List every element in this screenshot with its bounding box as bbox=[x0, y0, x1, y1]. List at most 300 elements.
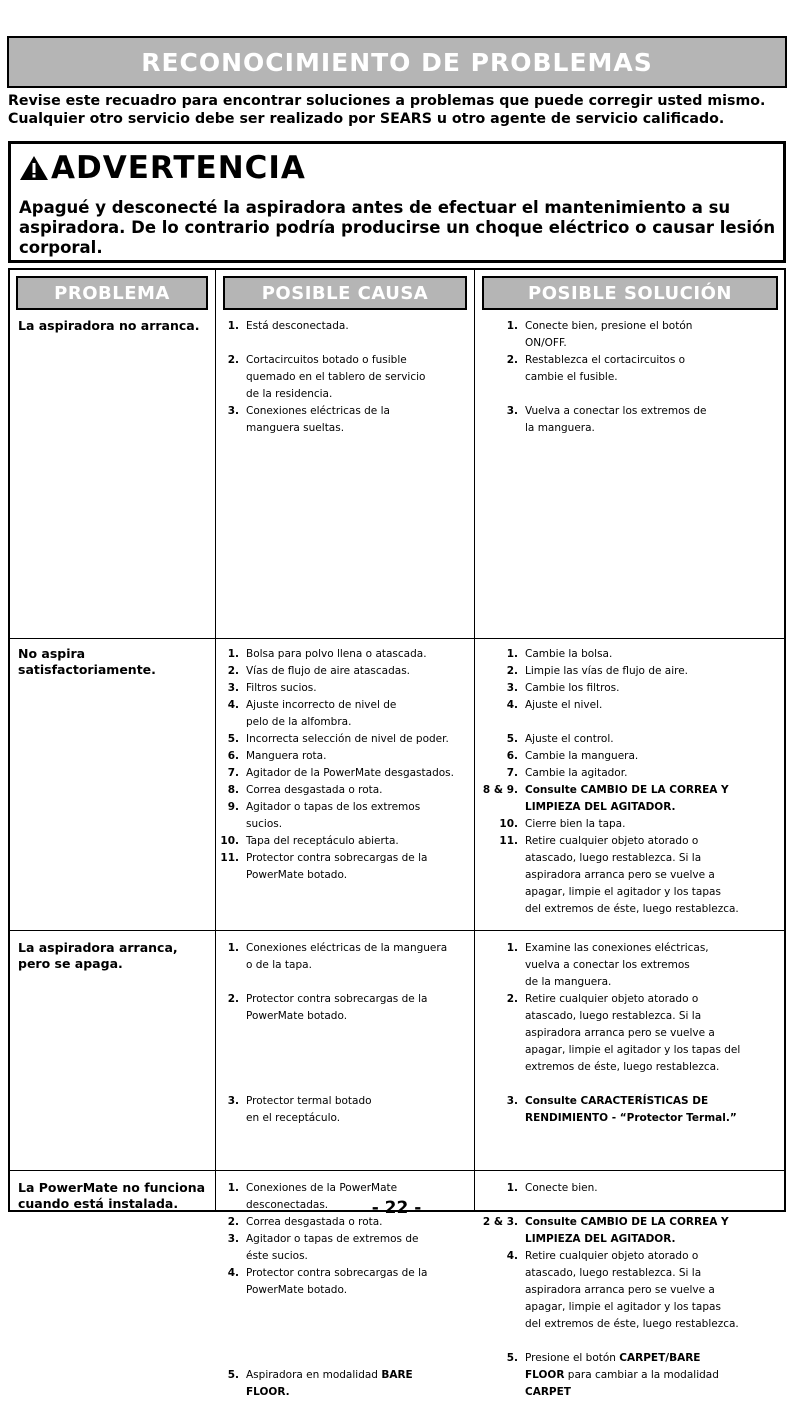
solution-item-text: CARPET bbox=[525, 1386, 571, 1398]
cause-item bbox=[219, 352, 474, 403]
solution-item-number: 6. bbox=[506, 750, 518, 762]
solution-item-line bbox=[478, 940, 778, 957]
problem-column-header bbox=[16, 276, 208, 310]
cause-item bbox=[219, 1367, 474, 1401]
cause-item-line bbox=[219, 663, 474, 680]
cause-column-header bbox=[223, 276, 467, 310]
solution-item-line bbox=[478, 1231, 778, 1248]
cause-item bbox=[219, 663, 474, 680]
solution-item-line bbox=[478, 352, 778, 369]
solution-item-number: 3. bbox=[506, 405, 518, 417]
solution-item-number bbox=[478, 1299, 518, 1316]
solution-item-text: LIMPIEZA DEL AGITADOR. bbox=[525, 801, 676, 813]
column-divider bbox=[215, 270, 216, 1210]
solution-item-number bbox=[478, 1282, 518, 1299]
solution-item-text: de la manguera. bbox=[525, 976, 612, 988]
problem-line: pero se apaga. bbox=[18, 956, 123, 971]
solution-item-line bbox=[478, 731, 778, 748]
solution-item bbox=[478, 1093, 778, 1127]
warning-title: ADVERTENCIA bbox=[51, 150, 306, 186]
cause-item-line bbox=[219, 799, 474, 816]
solution-item bbox=[478, 782, 778, 816]
cause-item-line bbox=[219, 816, 474, 833]
solution-item-line bbox=[478, 991, 778, 1008]
solution-item-line bbox=[478, 957, 778, 974]
problem-header-label: PROBLEMA bbox=[54, 282, 170, 304]
solution-item-number: 2. bbox=[506, 665, 518, 677]
solution-item-line bbox=[478, 318, 778, 335]
cause-item bbox=[219, 318, 474, 335]
solution-item-number: 10. bbox=[499, 818, 518, 830]
cause-item-text: Protector termal botado bbox=[246, 1095, 372, 1107]
cause-item-line bbox=[219, 850, 474, 867]
solution-item-number: 4. bbox=[506, 1250, 518, 1262]
solution-item-text: Retire cualquier objeto atorado o bbox=[525, 835, 699, 847]
warning-box bbox=[8, 141, 786, 263]
solution-item-number bbox=[478, 1042, 518, 1059]
page-number: - 22 - bbox=[371, 1198, 422, 1218]
solution-item-text: Consulte CAMBIO DE LA CORREA Y bbox=[525, 784, 729, 796]
cause-item-number: 4. bbox=[227, 699, 239, 711]
solution-item-number bbox=[478, 1025, 518, 1042]
cause-item-number bbox=[219, 1110, 239, 1127]
problem-line: satisfactoriamente. bbox=[18, 662, 156, 677]
cause-item-line bbox=[219, 940, 474, 957]
cause-item-number: 2. bbox=[227, 354, 239, 366]
solution-item-text: cambie el fusible. bbox=[525, 371, 618, 383]
solution-item-number bbox=[478, 867, 518, 884]
solution-item-number bbox=[478, 1059, 518, 1076]
solution-item bbox=[478, 991, 778, 1076]
solution-item-line bbox=[478, 1299, 778, 1316]
cause-item-text: PowerMate botado. bbox=[246, 1284, 348, 1296]
problem-line: cuando está instalada. bbox=[18, 1196, 179, 1211]
problem-line: La PowerMate no funciona bbox=[18, 1180, 206, 1195]
cause-item-text: Está desconectada. bbox=[246, 320, 349, 332]
solution-item bbox=[478, 646, 778, 663]
cause-item bbox=[219, 850, 474, 884]
solution-item-line bbox=[478, 1042, 778, 1059]
solution-item-line bbox=[478, 1110, 778, 1127]
solution-item-number bbox=[478, 957, 518, 974]
cause-item-number bbox=[219, 1008, 239, 1025]
cause-item-number: 4. bbox=[227, 1267, 239, 1279]
solution-item-number: 3. bbox=[506, 682, 518, 694]
solution-item-line bbox=[478, 1367, 778, 1384]
cause-item-text: Protector contra sobrecargas de la bbox=[246, 993, 428, 1005]
solution-item-number bbox=[478, 335, 518, 352]
cause-item bbox=[219, 1231, 474, 1265]
cause-item-number bbox=[219, 867, 239, 884]
cause-item-number: 10. bbox=[220, 835, 239, 847]
cause-item-line bbox=[219, 782, 474, 799]
solution-item bbox=[478, 318, 778, 352]
cause-item-number: 8. bbox=[227, 784, 239, 796]
cause-item-number bbox=[219, 714, 239, 731]
solution-item-text: Ajuste el control. bbox=[525, 733, 614, 745]
solution-item-number bbox=[478, 799, 518, 816]
solution-item-line bbox=[478, 680, 778, 697]
solution-item-number: 8 & 9. bbox=[482, 784, 518, 796]
page-title: RECONOCIMIENTO DE PROBLEMAS bbox=[141, 47, 653, 77]
cause-item-number bbox=[219, 1384, 239, 1401]
solution-item-text: del extremos de éste, luego restablezca. bbox=[525, 903, 739, 915]
solution-item-line bbox=[478, 748, 778, 765]
solution-item-number bbox=[478, 1110, 518, 1127]
solution-header-label: POSIBLE SOLUCIÓN bbox=[528, 282, 732, 304]
cause-item-number: 7. bbox=[227, 767, 239, 779]
solution-item bbox=[478, 663, 778, 680]
cause-item-line bbox=[219, 833, 474, 850]
row-divider bbox=[10, 930, 784, 931]
cause-item-number: 1. bbox=[227, 942, 239, 954]
solution-item-line bbox=[478, 974, 778, 991]
cause-item-text: quemado en el tablero de servicio bbox=[246, 371, 426, 383]
solution-item-line bbox=[478, 1265, 778, 1282]
solution-item-text: Retire cualquier objeto atorado o bbox=[525, 1250, 699, 1262]
solution-item-number: 4. bbox=[506, 699, 518, 711]
cause-item-text: PowerMate botado. bbox=[246, 1010, 348, 1022]
cause-item-text: Tapa del receptáculo abierta. bbox=[246, 835, 399, 847]
cause-item-number: 6. bbox=[227, 750, 239, 762]
cause-item-line bbox=[219, 369, 474, 386]
cause-item bbox=[219, 646, 474, 663]
solution-item-line bbox=[478, 816, 778, 833]
solution-item-number: 2 & 3. bbox=[482, 1216, 518, 1228]
cause-item bbox=[219, 748, 474, 765]
cause-item-line bbox=[219, 1231, 474, 1248]
cause-item-text: sucios. bbox=[246, 818, 283, 830]
cause-item-number: 11. bbox=[220, 852, 239, 864]
problem-line: La aspiradora no arranca. bbox=[18, 318, 200, 333]
cause-item-line bbox=[219, 646, 474, 663]
solution-item-line bbox=[478, 646, 778, 663]
intro-text bbox=[8, 92, 788, 128]
cause-item-line bbox=[219, 420, 474, 437]
solution-item bbox=[478, 940, 778, 991]
cause-item-text: Conexiones eléctricas de la manguera bbox=[246, 942, 448, 954]
solution-item-text: aspiradora arranca pero se vuelve a bbox=[525, 1284, 715, 1296]
cause-item bbox=[219, 697, 474, 731]
solution-item-line bbox=[478, 663, 778, 680]
cause-item-line bbox=[219, 403, 474, 420]
cause-item-text: Ajuste incorrecto de nivel de bbox=[246, 699, 397, 711]
solution-item-line bbox=[478, 1093, 778, 1110]
solution-item-number bbox=[478, 850, 518, 867]
solution-item-line bbox=[478, 1008, 778, 1025]
cause-item-number bbox=[219, 420, 239, 437]
cause-item bbox=[219, 403, 474, 437]
solution-item bbox=[478, 731, 778, 748]
cause-item-line bbox=[219, 765, 474, 782]
cause-item-number bbox=[219, 957, 239, 974]
solution-item-number: 7. bbox=[506, 767, 518, 779]
solution-item-number bbox=[478, 884, 518, 901]
cause-item-text: PowerMate botado. bbox=[246, 869, 348, 881]
cause-item-number bbox=[219, 369, 239, 386]
solution-item bbox=[478, 816, 778, 833]
cause-item bbox=[219, 731, 474, 748]
solution-item-line bbox=[478, 1059, 778, 1076]
cause-item-text: Bolsa para polvo llena o atascada. bbox=[246, 648, 427, 660]
solution-item-line bbox=[478, 697, 778, 714]
cause-item-number bbox=[219, 386, 239, 403]
cause-item-number: 2. bbox=[227, 1216, 239, 1228]
cause-item-text: FLOOR. bbox=[246, 1386, 290, 1398]
solution-item-line bbox=[478, 884, 778, 901]
cause-item-number: 2. bbox=[227, 993, 239, 1005]
solution-item-text: extremos de éste, luego restablezca. bbox=[525, 1061, 720, 1073]
cause-item-text: desconectadas. bbox=[246, 1199, 329, 1211]
cause-item-line bbox=[219, 1110, 474, 1127]
solution-item-number bbox=[478, 1316, 518, 1333]
cause-item-text: Protector contra sobrecargas de la bbox=[246, 852, 428, 864]
solution-item-line bbox=[478, 403, 778, 420]
solution-item-text: Cambie la bolsa. bbox=[525, 648, 613, 660]
solution-item-number: 1. bbox=[506, 648, 518, 660]
cause-item-text: Agitador de la PowerMate desgastados. bbox=[246, 767, 454, 779]
cause-item-line bbox=[219, 1282, 474, 1299]
solution-item bbox=[478, 403, 778, 437]
solution-item-line bbox=[478, 1248, 778, 1265]
solution-item-text: Examine las conexiones eléctricas, bbox=[525, 942, 709, 954]
solution-item bbox=[478, 680, 778, 697]
cause-item-line bbox=[219, 867, 474, 884]
solution-item-line bbox=[478, 1350, 778, 1367]
solution-item-text: Conecte bien. bbox=[525, 1182, 598, 1194]
solution-item bbox=[478, 1214, 778, 1248]
solution-item bbox=[478, 1248, 778, 1333]
solution-item-number bbox=[478, 1384, 518, 1401]
cause-item-text: Aspiradora en modalidad BARE bbox=[246, 1369, 413, 1381]
problem-line: La aspiradora arranca, bbox=[18, 940, 178, 955]
solution-item-text: la manguera. bbox=[525, 422, 595, 434]
solution-item-text: Ajuste el nivel. bbox=[525, 699, 603, 711]
cause-item-number: 5. bbox=[227, 733, 239, 745]
solution-item-line bbox=[478, 850, 778, 867]
cause-item bbox=[219, 1093, 474, 1127]
solution-item-number: 1. bbox=[506, 1182, 518, 1194]
cause-item bbox=[219, 680, 474, 697]
solution-item-number: 3. bbox=[506, 1095, 518, 1107]
solution-item-text: Limpie las vías de flujo de aire. bbox=[525, 665, 689, 677]
troubleshooting-table bbox=[8, 268, 786, 1398]
solution-item-number bbox=[478, 974, 518, 991]
cause-item-number: 1. bbox=[227, 320, 239, 332]
solution-item-number: 1. bbox=[506, 320, 518, 332]
solution-item-line bbox=[478, 1384, 778, 1401]
solution-item-text: aspiradora arranca pero se vuelve a bbox=[525, 1027, 715, 1039]
problem-cell bbox=[18, 318, 214, 334]
cause-item-text: Manguera rota. bbox=[246, 750, 327, 762]
cause-item-number bbox=[219, 1282, 239, 1299]
solution-item-line bbox=[478, 1025, 778, 1042]
cause-item-text: manguera sueltas. bbox=[246, 422, 345, 434]
solution-item-text: LIMPIEZA DEL AGITADOR. bbox=[525, 1233, 676, 1245]
solution-item-number bbox=[478, 420, 518, 437]
solution-item-line bbox=[478, 833, 778, 850]
cause-item-line bbox=[219, 1008, 474, 1025]
solution-item-line bbox=[478, 1316, 778, 1333]
cause-item-text: Cortacircuitos botado o fusible bbox=[246, 354, 407, 366]
cause-item-line bbox=[219, 1384, 474, 1401]
solution-item-number bbox=[478, 369, 518, 386]
solution-item-text: Retire cualquier objeto atorado o bbox=[525, 993, 699, 1005]
cause-item-line bbox=[219, 386, 474, 403]
solution-item-number bbox=[478, 1008, 518, 1025]
solution-item-text: aspiradora arranca pero se vuelve a bbox=[525, 869, 715, 881]
solution-item-text: atascado, luego restablezca. Si la bbox=[525, 1010, 702, 1022]
cause-item bbox=[219, 782, 474, 799]
cause-item-text: éste sucios. bbox=[246, 1250, 308, 1262]
warning-heading bbox=[19, 150, 306, 186]
cause-item-number: 3. bbox=[227, 682, 239, 694]
solution-item-number bbox=[478, 1367, 518, 1384]
problem-line: No aspira bbox=[18, 646, 86, 661]
page-title-banner bbox=[7, 36, 787, 88]
solution-item bbox=[478, 1350, 778, 1401]
cause-item-line bbox=[219, 1248, 474, 1265]
cause-item-line bbox=[219, 748, 474, 765]
cause-item-number: 3. bbox=[227, 1095, 239, 1107]
solution-item-text: Cambie la agitador. bbox=[525, 767, 628, 779]
cause-item-text: Correa desgastada o rota. bbox=[246, 784, 383, 796]
solution-item-line bbox=[478, 867, 778, 884]
cause-item-line bbox=[219, 731, 474, 748]
solution-item-number: 2. bbox=[506, 354, 518, 366]
cause-item bbox=[219, 991, 474, 1025]
cause-item-line bbox=[219, 714, 474, 731]
solution-item bbox=[478, 765, 778, 782]
solution-item bbox=[478, 1180, 778, 1197]
solution-item-text: RENDIMIENTO - “Protector Termal.” bbox=[525, 1112, 737, 1124]
solution-item-number: 2. bbox=[506, 993, 518, 1005]
row-divider bbox=[10, 638, 784, 639]
cause-item-line bbox=[219, 1093, 474, 1110]
cause-item-number: 3. bbox=[227, 405, 239, 417]
solution-item-line bbox=[478, 369, 778, 386]
warning-triangle-icon bbox=[19, 155, 49, 181]
solution-item bbox=[478, 352, 778, 386]
solution-item-text: Consulte CAMBIO DE LA CORREA Y bbox=[525, 1216, 729, 1228]
solution-item-text: Cambie los filtros. bbox=[525, 682, 620, 694]
solution-item-text: Conecte bien, presione el botón bbox=[525, 320, 693, 332]
solution-item bbox=[478, 697, 778, 714]
cause-item-number: 1. bbox=[227, 648, 239, 660]
cause-item-text: de la residencia. bbox=[246, 388, 333, 400]
cause-item bbox=[219, 940, 474, 974]
solution-item-text: apagar, limpie el agitador y los tapas bbox=[525, 886, 721, 898]
solution-item-number bbox=[478, 901, 518, 918]
solution-item-text: atascado, luego restablezca. Si la bbox=[525, 1267, 702, 1279]
solution-item-line bbox=[478, 901, 778, 918]
cause-item-text: Filtros sucios. bbox=[246, 682, 317, 694]
solution-item-line bbox=[478, 1180, 778, 1197]
cause-item bbox=[219, 833, 474, 850]
column-divider bbox=[474, 270, 475, 1210]
solution-item-text: apagar, limpie el agitador y los tapas del bbox=[525, 1044, 741, 1056]
solution-item-line bbox=[478, 765, 778, 782]
cause-item-line bbox=[219, 957, 474, 974]
solution-item-text: apagar, limpie el agitador y los tapas bbox=[525, 1301, 721, 1313]
cause-item-number: 3. bbox=[227, 1233, 239, 1245]
solution-item-text: Restablezca el cortacircuitos o bbox=[525, 354, 686, 366]
solution-item-text: FLOOR para cambiar a la modalidad bbox=[525, 1369, 719, 1381]
cause-item-text: en el receptáculo. bbox=[246, 1112, 341, 1124]
cause-item bbox=[219, 799, 474, 833]
cause-item-text: o de la tapa. bbox=[246, 959, 312, 971]
cause-item-number: 5. bbox=[227, 1369, 239, 1381]
warning-line: Apagué y desconecté la aspiradora antes de efectuar el mantenimiento a su bbox=[19, 198, 731, 217]
cause-item-line bbox=[219, 697, 474, 714]
cause-item-line bbox=[219, 1265, 474, 1282]
solution-item bbox=[478, 833, 778, 918]
cause-item-text: Vías de flujo de aire atascadas. bbox=[246, 665, 411, 677]
solution-item-text: Cierre bien la tapa. bbox=[525, 818, 626, 830]
solution-item-text: Vuelva a conectar los extremos de bbox=[525, 405, 707, 417]
intro-line: Cualquier otro servicio debe ser realizado por SEARS u otro agente de servicio calificado. bbox=[8, 111, 725, 127]
warning-line: aspiradora. De lo contrario podría producirse un choque eléctrico o causar lesión bbox=[19, 218, 776, 237]
solution-column-header bbox=[482, 276, 778, 310]
solution-item-number: 5. bbox=[506, 733, 518, 745]
cause-item bbox=[219, 765, 474, 782]
solution-item-number: 5. bbox=[506, 1352, 518, 1364]
cause-item-number: 9. bbox=[227, 801, 239, 813]
row-divider bbox=[10, 1170, 784, 1171]
cause-item-text: Conexiones eléctricas de la bbox=[246, 405, 390, 417]
solution-item-text: Consulte CARACTERÍSTICAS DE bbox=[525, 1095, 709, 1107]
intro-line: Revise este recuadro para encontrar soluciones a problemas que puede corregir usted mismo. bbox=[8, 93, 766, 109]
solution-item-line bbox=[478, 420, 778, 437]
cause-item-line bbox=[219, 991, 474, 1008]
solution-item-text: atascado, luego restablezca. Si la bbox=[525, 852, 702, 864]
solution-item-line bbox=[478, 799, 778, 816]
problem-cell bbox=[18, 940, 214, 972]
solution-item-number bbox=[478, 1231, 518, 1248]
problem-cell bbox=[18, 646, 214, 678]
cause-item-line bbox=[219, 352, 474, 369]
cause-item-number: 1. bbox=[227, 1182, 239, 1194]
cause-item bbox=[219, 1265, 474, 1299]
cause-item-text: Agitador o tapas de los extremos bbox=[246, 801, 421, 813]
cause-item-line bbox=[219, 318, 474, 335]
solution-item-text: Cambie la manguera. bbox=[525, 750, 639, 762]
cause-item-number bbox=[219, 1248, 239, 1265]
solution-item-number: 11. bbox=[499, 835, 518, 847]
solution-item-text: vuelva a conectar los extremos bbox=[525, 959, 690, 971]
solution-item-number bbox=[478, 1265, 518, 1282]
warning-line: corporal. bbox=[19, 238, 103, 257]
solution-item-text: Presione el botón CARPET/BARE bbox=[525, 1352, 701, 1364]
solution-item-text: del extremos de éste, luego restablezca. bbox=[525, 1318, 739, 1330]
solution-item-number: 1. bbox=[506, 942, 518, 954]
cause-header-label: POSIBLE CAUSA bbox=[261, 282, 429, 304]
cause-item-text: Correa desgastada o rota. bbox=[246, 1216, 383, 1228]
solution-item-line bbox=[478, 782, 778, 799]
solution-item-line bbox=[478, 1282, 778, 1299]
warning-text bbox=[19, 198, 779, 258]
solution-item-text: ON/OFF. bbox=[525, 337, 567, 349]
cause-item-line bbox=[219, 680, 474, 697]
cause-item-number bbox=[219, 816, 239, 833]
cause-item-text: Agitador o tapas de extremos de bbox=[246, 1233, 419, 1245]
solution-item bbox=[478, 748, 778, 765]
cause-item-number: 2. bbox=[227, 665, 239, 677]
cause-item-text: pelo de la alfombra. bbox=[246, 716, 352, 728]
cause-item-text: Protector contra sobrecargas de la bbox=[246, 1267, 428, 1279]
cause-item-line bbox=[219, 1367, 474, 1384]
cause-item-text: Conexiones de la PowerMate bbox=[246, 1182, 398, 1194]
